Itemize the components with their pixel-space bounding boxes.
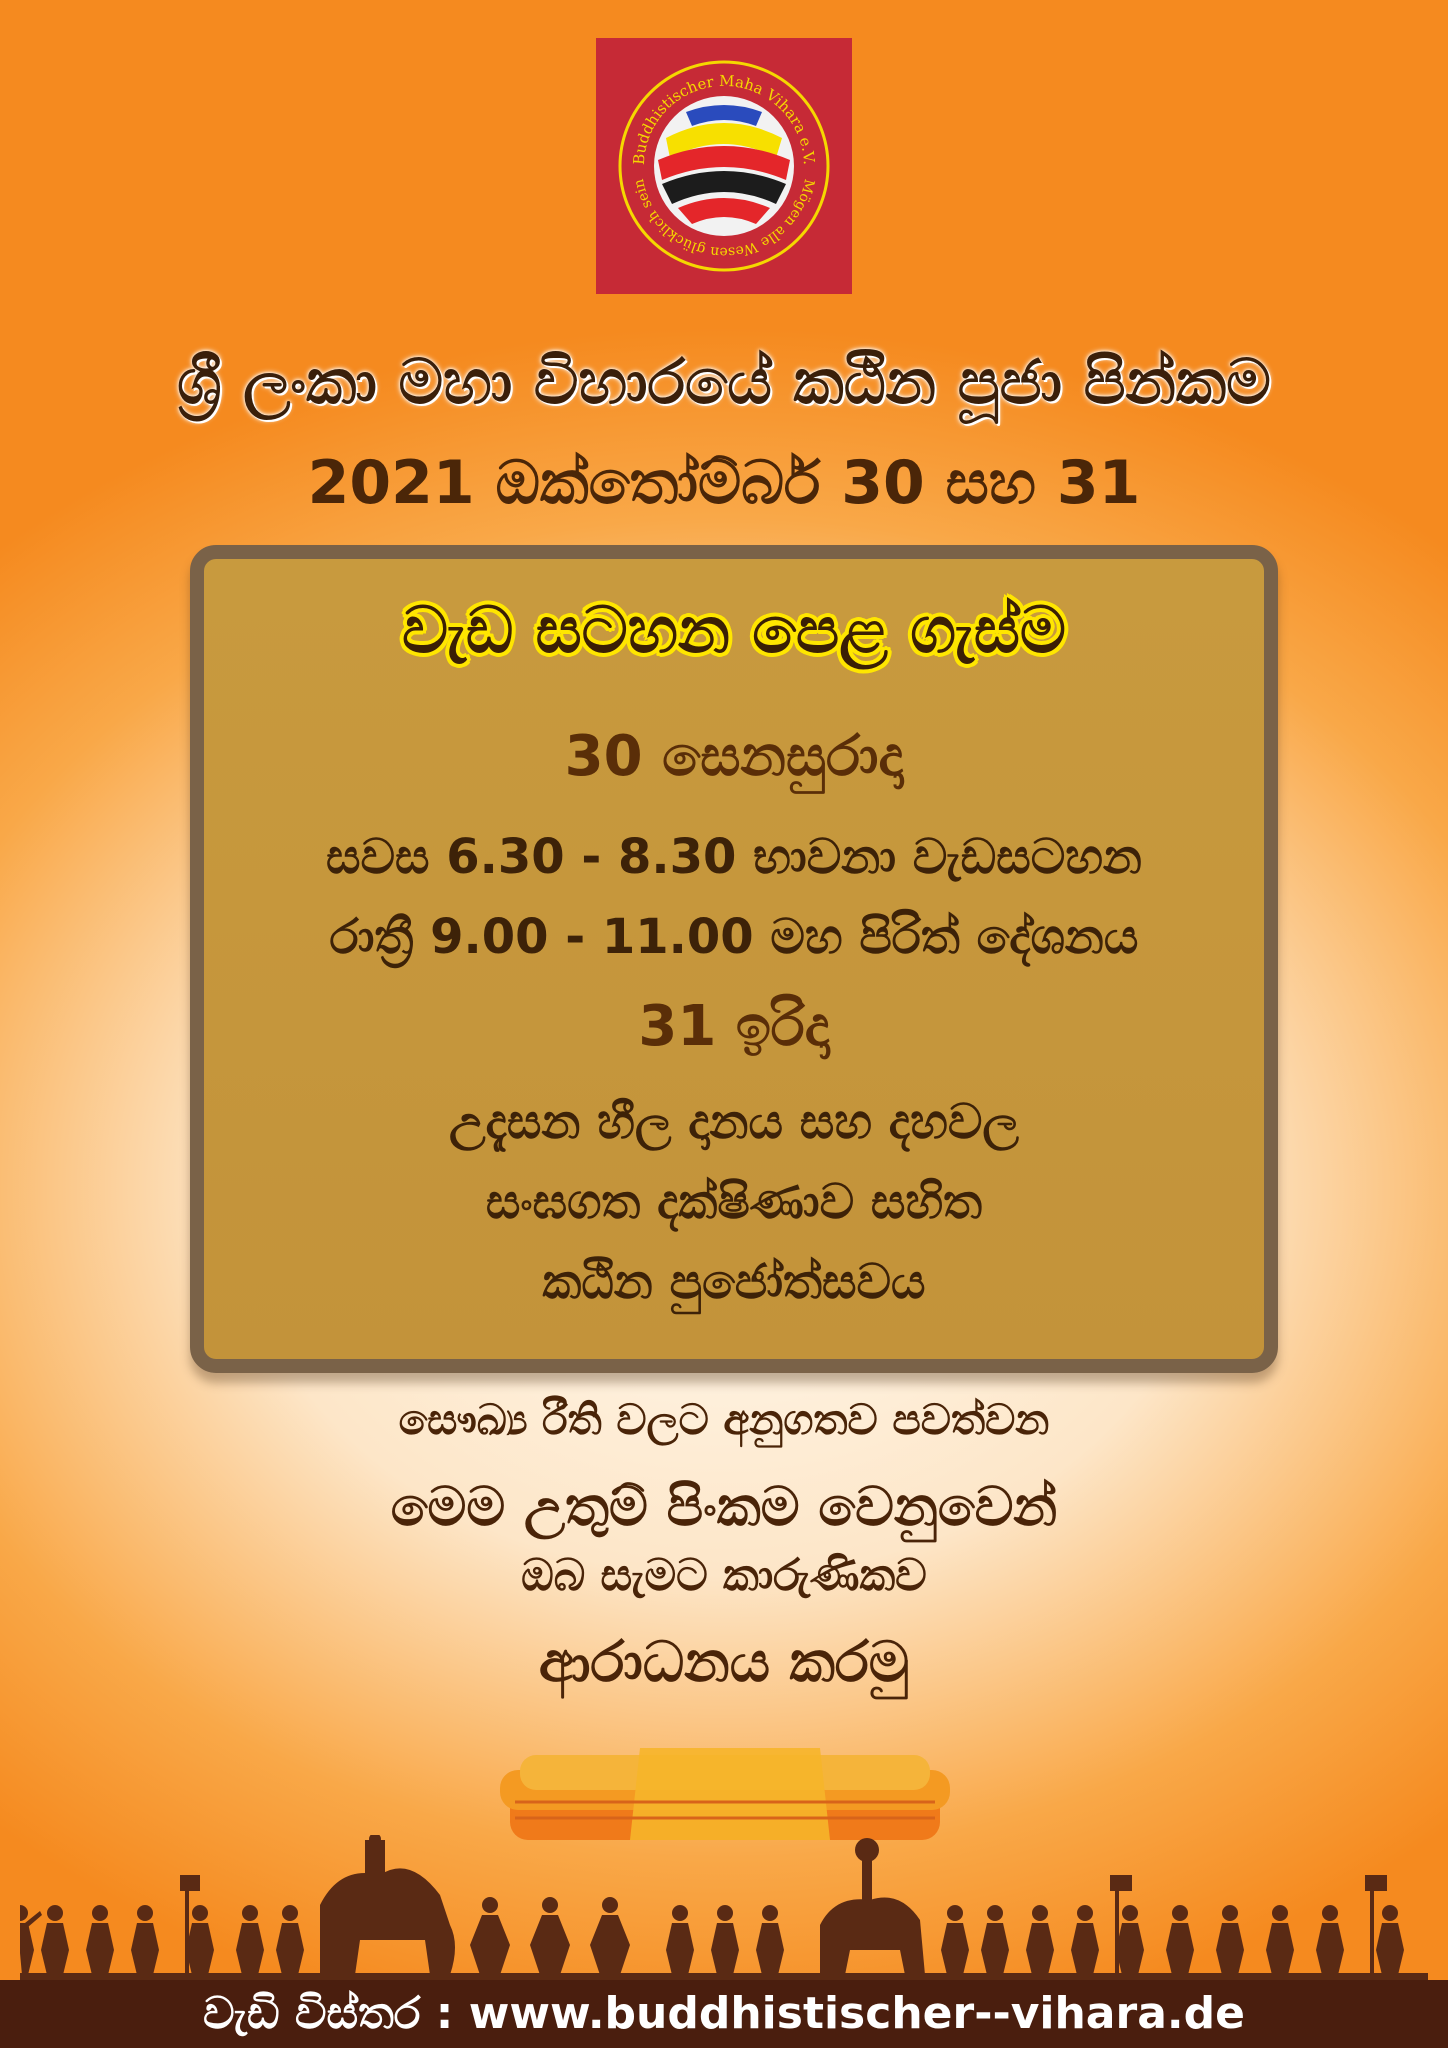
perahera-procession-silhouette	[20, 1835, 1428, 1985]
folded-robe-image	[490, 1740, 960, 1850]
day1-night-line: රාත්‍රී 9.00 - 11.00 මහ පිරිත් දේශනය	[329, 909, 1139, 965]
logo-text-top: Buddhistischer Maha Vihara e.V.	[629, 71, 819, 166]
program-heading: වැඩ සටහන පෙළ ගැස්ම	[402, 594, 1066, 668]
day2-line1: උදැසන හීල දානය සහ දහවල	[449, 1094, 1019, 1150]
day2-line3: කඨින පුජෝත්සවය	[542, 1254, 926, 1310]
day2-line2: සංඝගත දක්ෂිණාව සහිත	[485, 1174, 983, 1230]
day2-label: 31 ඉරිදා	[638, 994, 830, 1059]
invitation-line4: ආරාධනය කරමු	[538, 1630, 910, 1695]
invitation-line2: මෙම උතුම් පිංකම වෙනුවෙන්	[390, 1475, 1058, 1538]
invitation-line3: ඔබ සැමට කාරුණිකව	[521, 1550, 927, 1601]
event-date: 2021 ඔක්තෝම්බර් 30 සහ 31	[307, 448, 1141, 518]
invitation-line1: සෞඛ්‍ය රීති වලට අනුගතව පවත්වන	[398, 1395, 1050, 1444]
day1-label: 30 සෙනසුරාදා	[564, 724, 904, 789]
day1-evening-line: සවස 6.30 - 8.30 භාවනා වැඩසටහන	[326, 829, 1142, 885]
page-title: ශ්‍රී ලංකා මහා විහාරයේ කඨින පූජා පින්කම	[177, 345, 1271, 418]
vihara-logo	[596, 38, 852, 294]
program-panel	[190, 545, 1278, 1373]
logo-text-bottom: Mögen alle Wesen glücklich sein	[631, 177, 818, 261]
footer-website[interactable]: වැඩි විස්තර : www.buddhistischer--vihara.de	[0, 1980, 1448, 2048]
